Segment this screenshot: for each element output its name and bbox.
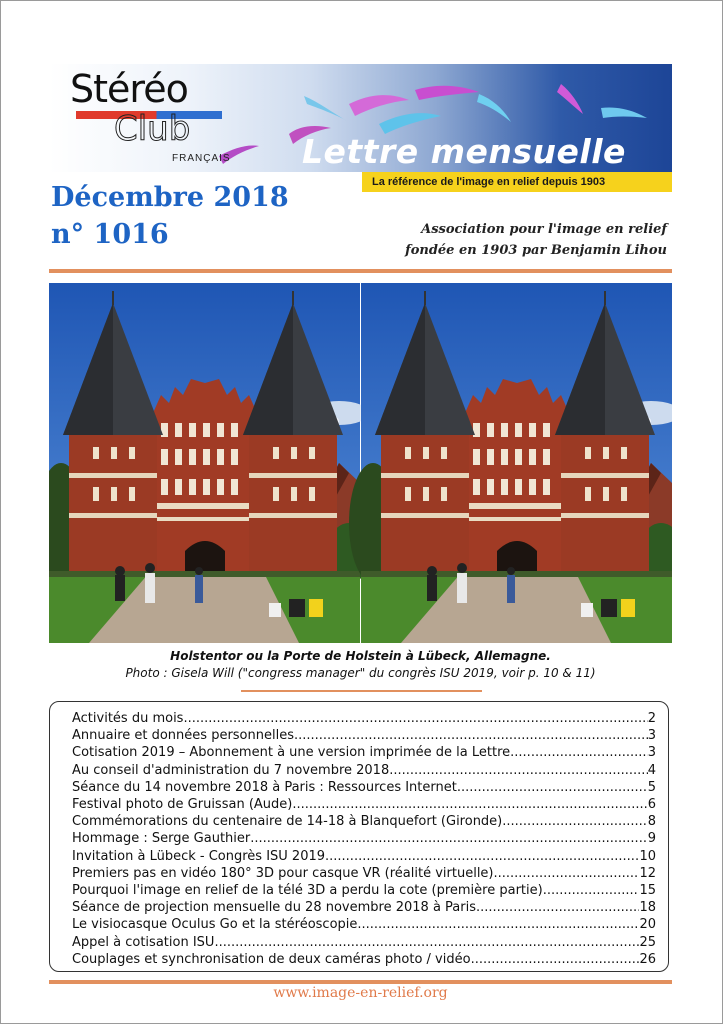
toc-item[interactable] bbox=[72, 727, 656, 744]
toc-item-title: Pourquoi l'image en relief de la télé 3D a perdu la cote (première partie) bbox=[72, 883, 543, 899]
toc-item-page: 3 bbox=[647, 728, 656, 744]
toc-item-title: Séance de projection mensuelle du 28 novembre 2018 à Paris bbox=[72, 900, 476, 916]
toc-item[interactable] bbox=[72, 779, 656, 796]
toc-item-title: Annuaire et données personnelles bbox=[72, 728, 294, 744]
toc-item-title: Invitation à Lübeck - Congrès ISU 2019 bbox=[72, 848, 326, 864]
toc-item[interactable] bbox=[72, 796, 656, 813]
table-of-contents bbox=[49, 701, 669, 972]
toc-leader-dots bbox=[294, 727, 648, 744]
photo-caption-title: Holstentor ou la Porte de Holstein à Lübeck, Allemagne. bbox=[170, 649, 551, 663]
toc-item[interactable] bbox=[72, 744, 656, 761]
toc-item-page: 3 bbox=[647, 745, 656, 761]
toc-item[interactable] bbox=[72, 830, 656, 847]
toc-item-page: 8 bbox=[647, 814, 656, 830]
toc-item-title: Au conseil d'administration du 7 novembre 2018 bbox=[72, 762, 390, 778]
toc-item-page: 25 bbox=[639, 934, 656, 950]
toc-item-title: Cotisation 2019 – Abonnement à une version imprimée de la Lettre bbox=[72, 745, 511, 761]
toc-item-page: 12 bbox=[639, 865, 656, 881]
toc-item-title: Appel à cotisation ISU bbox=[72, 934, 215, 950]
toc-item[interactable] bbox=[72, 899, 656, 916]
toc-item[interactable] bbox=[72, 865, 656, 882]
photo-caption-credit: Photo : Gisela Will ("congress manager" du congrès ISU 2019, voir p. 10 & 11) bbox=[125, 666, 596, 680]
toc-leader-dots bbox=[250, 830, 647, 847]
toc-item-title: Séance du 14 novembre 2018 à Paris : Ressources Internet bbox=[72, 779, 457, 795]
toc-item[interactable] bbox=[72, 848, 656, 865]
toc-leader-dots bbox=[471, 951, 640, 968]
association-description bbox=[405, 219, 667, 261]
toc-item-title: Couplages et synchronisation de deux caméras photo / vidéo bbox=[72, 951, 471, 967]
issue-month: Décembre 2018 bbox=[51, 182, 289, 213]
website-link[interactable]: www.image-en-relief.org bbox=[273, 985, 448, 1001]
toc-item-page: 20 bbox=[639, 917, 656, 933]
toc-item-page: 9 bbox=[647, 831, 656, 847]
toc-item-title: Activités du mois bbox=[72, 711, 184, 726]
toc-leader-dots bbox=[457, 779, 648, 796]
toc-item-title: Premiers pas en vidéo 180° 3D pour casque VR (réalité virtuelle) bbox=[72, 865, 494, 881]
toc-item-page: 2 bbox=[647, 711, 656, 726]
footer-divider bbox=[49, 980, 672, 984]
header-divider bbox=[49, 269, 672, 273]
toc-item-page: 18 bbox=[639, 900, 656, 916]
association-line-2: fondée en 1903 par Benjamin Lihou bbox=[405, 243, 667, 258]
tagline: La référence de l'image en relief depuis 1903 bbox=[372, 176, 606, 188]
toc-item-page: 6 bbox=[647, 797, 656, 813]
caption-divider bbox=[241, 690, 482, 692]
toc-leader-dots bbox=[357, 916, 639, 933]
toc-leader-dots bbox=[325, 848, 639, 865]
toc-leader-dots bbox=[389, 762, 648, 779]
toc-leader-dots bbox=[494, 865, 640, 882]
toc-item-page: 10 bbox=[639, 848, 656, 864]
logo-francais-text: FRANÇAIS bbox=[172, 153, 231, 164]
toc-item-title: Hommage : Serge Gauthier bbox=[72, 831, 251, 847]
toc-leader-dots bbox=[502, 813, 647, 830]
toc-item[interactable] bbox=[72, 916, 656, 933]
toc-leader-dots bbox=[183, 710, 647, 727]
toc-item-title: Le visiocasque Oculus Go et la stéréoscopie bbox=[72, 917, 358, 933]
toc-item[interactable] bbox=[72, 882, 656, 899]
toc-item-title: Festival photo de Gruissan (Aude) bbox=[72, 797, 293, 813]
toc-item-page: 4 bbox=[647, 762, 656, 778]
toc-leader-dots bbox=[543, 882, 640, 899]
toc-item[interactable] bbox=[72, 762, 656, 779]
issue-number: n° 1016 bbox=[51, 219, 169, 250]
toc-item-page: 15 bbox=[639, 883, 656, 899]
newsletter-title: Lettre mensuelle bbox=[302, 132, 626, 171]
toc-item[interactable] bbox=[72, 934, 656, 951]
toc-leader-dots bbox=[292, 796, 647, 813]
toc-item[interactable] bbox=[72, 813, 656, 830]
logo-stereo-text: Stéréo bbox=[70, 67, 188, 111]
toc-item[interactable] bbox=[72, 951, 656, 968]
toc-leader-dots bbox=[476, 899, 639, 916]
logo-club-text: Club bbox=[114, 109, 191, 149]
toc-leader-dots bbox=[214, 934, 639, 951]
toc-item[interactable] bbox=[72, 710, 656, 727]
stereo-photo-holstentor bbox=[49, 283, 672, 643]
toc-item-page: 5 bbox=[647, 779, 656, 795]
toc-item-page: 26 bbox=[639, 951, 656, 967]
toc-item-title: Commémorations du centenaire de 14-18 à Blanquefort (Gironde) bbox=[72, 814, 503, 830]
toc-leader-dots bbox=[510, 744, 648, 761]
stereo-club-logo bbox=[70, 67, 230, 167]
association-line-1: Association pour l'image en relief bbox=[421, 222, 667, 237]
